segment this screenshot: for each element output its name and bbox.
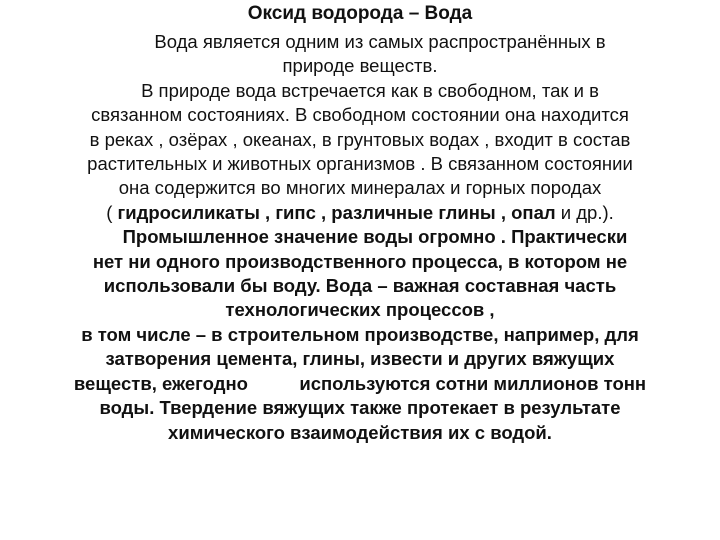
- examples-tail: и др.).: [555, 201, 614, 223]
- paragraph-3-line-7: веществ, ежегодно используются сотни миллионов тонн: [73, 372, 647, 394]
- paragraph-1-line-1: Вода является одним из самых распространённых в: [154, 31, 606, 52]
- examples-minerals: гидросиликаты , гипс , различные глины , опал: [117, 201, 556, 223]
- examples-open: (: [106, 201, 118, 223]
- paragraph-3-line-2: нет ни одного производственного процесса, в котором не: [92, 250, 628, 272]
- slide-title: Оксид водорода – Вода: [247, 3, 473, 24]
- paragraph-2-line-4: растительных и животных организмов . В связанном состоянии: [87, 153, 633, 175]
- paragraph-2-line-1: В природе вода встречается как в свободном, так и в: [141, 79, 599, 101]
- paragraph-3-line-5: в том числе – в строительном производстве, например, для: [81, 323, 639, 345]
- paragraph-3-line-1: Промышленное значение воды огромно . Практически: [122, 226, 628, 248]
- paragraph-3-line-3: использовали бы воду. Вода – важная составная часть: [103, 275, 617, 297]
- paragraph-1-line-2: природе веществ.: [282, 55, 438, 77]
- paragraph-3-line-6: затворения цемента, глины, извести и других вяжущих: [105, 348, 615, 370]
- examples-line: [12, 201, 708, 225]
- paragraph-3-line-4: технологических процессов ,: [225, 299, 495, 321]
- paragraph-2-line-3: в реках , озёрах , океанах, в грунтовых водах , входит в состав: [89, 128, 631, 150]
- slide-body: [12, 30, 708, 445]
- paragraph-2-line-5: она содержится во многих минералах и горных породах: [118, 177, 602, 199]
- paragraph-3-line-9: химического взаимодействия их с водой.: [168, 421, 552, 443]
- paragraph-2-line-2: связанном состояниях. В свободном состоянии она находится: [91, 104, 629, 126]
- paragraph-3-line-8: воды. Твердение вяжущих также протекает в результате: [99, 397, 621, 419]
